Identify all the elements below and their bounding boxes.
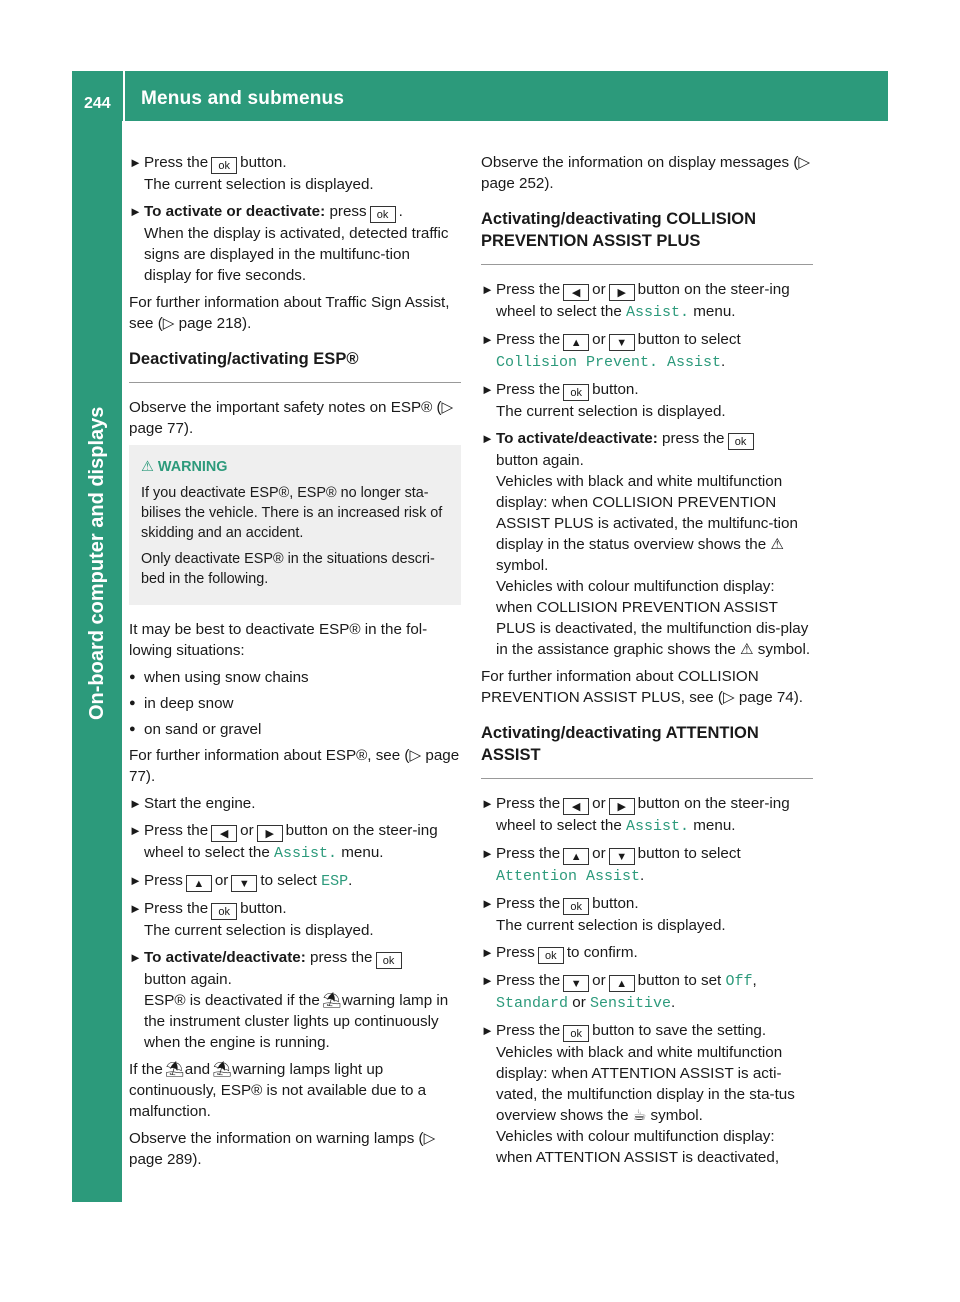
arrow-icon: ► <box>481 332 494 347</box>
ok-key-icon: ok <box>211 157 237 174</box>
paragraph: If the ⛱and ⛱warning lamps light up continuously, ESP® is not available due to a malfunction. <box>129 1061 427 1120</box>
left-column <box>129 152 461 1176</box>
divider <box>481 264 813 265</box>
arrow-icon: ► <box>481 846 494 861</box>
right-key-icon: ▶ <box>257 825 283 842</box>
left-key-icon: ◀ <box>563 798 589 815</box>
step: ► Press the ▲ or ▼ button to select Collision Prevent. Assist. <box>481 331 741 371</box>
arrow-icon: ► <box>481 896 494 911</box>
step: ► To activate/deactivate: press the ok button again. ESP® is deactivated if the ⛱warning lamp in the instrument cluster lights up continuously when the engine is running. <box>129 949 449 1051</box>
step: ► Press ▲ or ▼ to select ESP. <box>129 872 353 890</box>
arrow-icon: ► <box>129 950 142 965</box>
section-heading: Activating/deactivating COLLISION PREVENTION ASSIST PLUS <box>481 210 757 250</box>
arrow-icon: ► <box>481 1023 494 1038</box>
paragraph: It may be best to deactivate ESP® in the fol-lowing situations: <box>129 621 428 659</box>
bullet-icon: ● <box>129 671 136 683</box>
divider <box>481 778 813 779</box>
paragraph: Observe the information on warning lamps (▷ page 289). <box>129 1130 436 1168</box>
list-item: ● on sand or gravel <box>129 721 262 738</box>
arrow-icon: ► <box>129 796 142 811</box>
arrow-icon: ► <box>129 823 142 838</box>
ok-key-icon: ok <box>211 903 237 920</box>
down-key-icon: ▼ <box>231 875 257 892</box>
esp-warning-icon: ⛱ <box>164 1061 185 1078</box>
warning-text: If you deactivate ESP®, ESP® no longer sta-bilises the vehicle. There is an increased risk of skidding and an accident. <box>141 485 443 541</box>
down-key-icon: ▼ <box>609 334 635 351</box>
step: ► Press the ▲ or ▼ button to select Attention Assist. <box>481 845 741 885</box>
warning-icon: ⚠ <box>141 459 154 475</box>
down-key-icon: ▼ <box>563 975 589 992</box>
paragraph: For further information about ESP®, see (▷ page 77). <box>129 747 460 785</box>
step: ► Press ok to confirm. <box>481 944 638 962</box>
right-column <box>481 152 813 1174</box>
down-key-icon: ▼ <box>609 848 635 865</box>
ok-key-icon: ok <box>728 433 754 450</box>
arrow-icon: ► <box>481 431 494 446</box>
page-heading: Menus and submenus <box>141 88 345 109</box>
ok-key-icon: ok <box>563 384 589 401</box>
step: ► Press the ◀ or ▶ button on the steer-ing wheel to select the Assist. menu. <box>481 281 790 321</box>
step: ► Press the ok button. The current selection is displayed. <box>129 154 374 193</box>
bullet-icon: ● <box>129 697 136 709</box>
ok-key-icon: ok <box>376 952 402 969</box>
up-key-icon: ▲ <box>563 848 589 865</box>
esp-off-warning-icon: ⛱ <box>321 992 342 1009</box>
arrow-icon: ► <box>129 155 142 170</box>
warning-text: Only deactivate ESP® in the situations descri-bed in the following. <box>141 551 435 587</box>
ok-key-icon: ok <box>563 898 589 915</box>
list-item: ● when using snow chains <box>129 669 309 686</box>
list-item: ● in deep snow <box>129 695 234 712</box>
up-key-icon: ▲ <box>609 975 635 992</box>
arrow-icon: ► <box>481 282 494 297</box>
step: ► Start the engine. <box>129 795 256 812</box>
section-heading: Deactivating/activating ESP® <box>129 350 359 368</box>
arrow-icon: ► <box>129 873 142 888</box>
arrow-icon: ► <box>129 901 142 916</box>
collision-prevention-icon: ⚠ <box>770 536 784 553</box>
bullet-icon: ● <box>129 723 136 735</box>
step: ► Press the ok button. The current selection is displayed. <box>129 900 374 939</box>
divider <box>129 382 461 383</box>
section-heading: Activating/deactivating ATTENTION ASSIST <box>481 724 759 764</box>
arrow-icon: ► <box>481 382 494 397</box>
step: ► Press the ▼ or ▲ button to set Off, Standard or Sensitive. <box>481 972 757 1012</box>
step: ► Press the ok button. The current selection is displayed. <box>481 895 726 934</box>
esp-off-warning-icon: ⛱ <box>212 1061 232 1078</box>
arrow-icon: ► <box>129 204 142 219</box>
paragraph: For further information about Traffic Sign Assist, see (▷ page 218). <box>129 294 450 332</box>
collision-prevention-off-icon: ⚠ <box>739 641 754 658</box>
paragraph: Observe the information on display messages (▷ page 252). <box>481 154 811 192</box>
arrow-icon: ► <box>481 945 494 960</box>
ok-key-icon: ok <box>370 206 396 223</box>
header-divider <box>123 71 125 121</box>
left-key-icon: ◀ <box>211 825 237 842</box>
up-key-icon: ▲ <box>186 875 212 892</box>
arrow-icon: ► <box>481 796 494 811</box>
page-number: 244 <box>84 95 111 112</box>
warning-box <box>129 445 461 605</box>
right-key-icon: ▶ <box>609 284 635 301</box>
warning-title: ⚠ WARNING <box>141 459 228 475</box>
step: ► Press the ok button. The current selection is displayed. <box>481 381 726 420</box>
arrow-icon: ► <box>481 973 494 988</box>
step: ► Press the ◀ or ▶ button on the steer-ing wheel to select the Assist. menu. <box>481 795 790 835</box>
step: ► To activate/deactivate: press the ok button again. Vehicles with black and white multifunction display: when COLLISION PREVENTION ASSIST PLUS is activated, the multifunc-tion display in the status overview shows the ⚠symbol. Vehicles with colour multifunction display: when COLLISION PREVENTION ASSIST PLUS is deactivated, the multifunction dis-play in the assistance graphic shows the ⚠ symbol. <box>481 430 811 658</box>
step: ► Press the ok button to save the setting. Vehicles with black and white multifunction display: when ATTENTION ASSIST is acti-vated, the multifunction display in the sta-tus overview shows the ☕ symbol. Vehicles with colour multifunction display: when ATTENTION ASSIST is deactivated, <box>481 1022 795 1166</box>
paragraph: Observe the important safety notes on ESP® (▷ page 77). <box>129 399 454 437</box>
step: ► Press the ◀ or ▶ button on the steer-ing wheel to select the Assist. menu. <box>129 822 438 862</box>
left-key-icon: ◀ <box>563 284 589 301</box>
side-tab-title: On-board computer and displays <box>86 406 108 720</box>
up-key-icon: ▲ <box>563 334 589 351</box>
ok-key-icon: ok <box>538 947 564 964</box>
paragraph: For further information about COLLISION PREVENTION ASSIST PLUS, see (▷ page 74). <box>481 668 804 706</box>
ok-key-icon: ok <box>563 1025 589 1042</box>
attention-assist-icon: ☕ <box>632 1107 647 1124</box>
right-key-icon: ▶ <box>609 798 635 815</box>
step: ► To activate or deactivate: press ok . When the display is activated, detected traffic signs are displayed in the multifunc-tion display for five seconds. <box>129 203 449 284</box>
